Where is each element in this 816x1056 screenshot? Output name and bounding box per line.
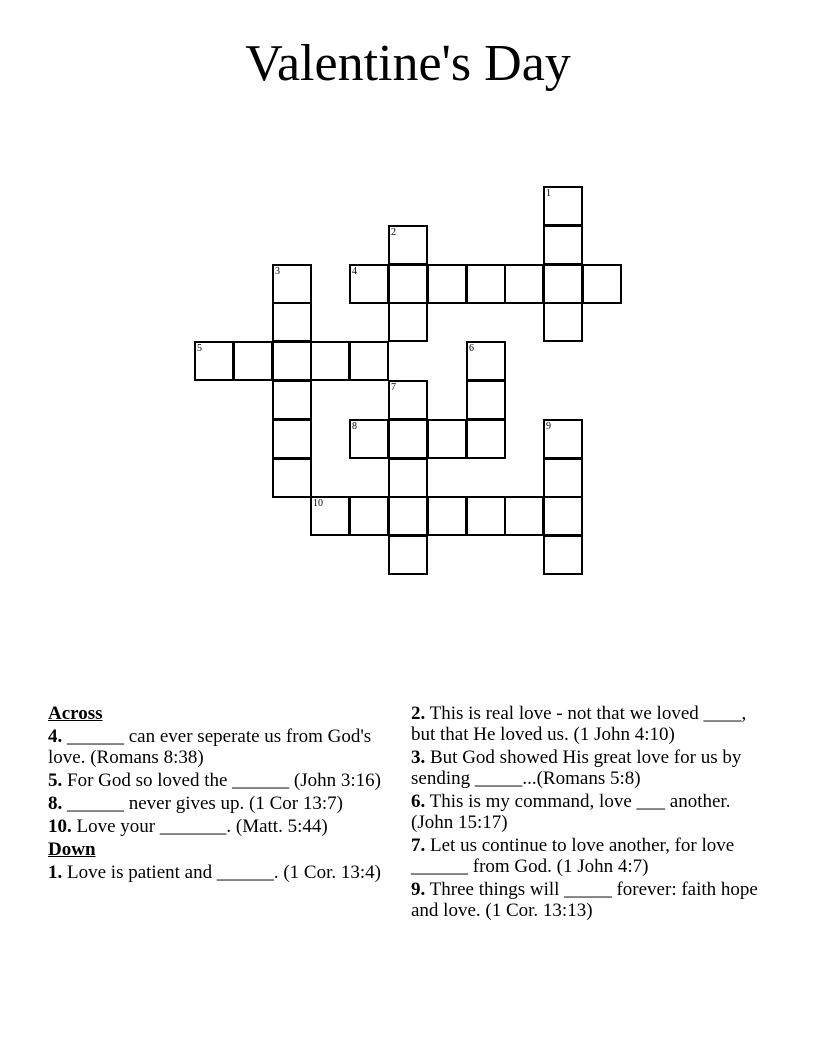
down-clue-list	[48, 862, 388, 883]
clue-number: 5	[197, 343, 202, 354]
grid-cell[interactable]	[388, 458, 428, 498]
grid-cell[interactable]	[349, 419, 389, 459]
clue-number: 3	[275, 266, 280, 277]
clue-num: 10.	[48, 816, 72, 837]
clue-text: Love is patient and ______. (1 Cor. 13:4)	[62, 862, 381, 883]
grid-cell[interactable]	[543, 458, 583, 498]
grid-cell[interactable]	[543, 225, 583, 265]
clue-item	[411, 879, 771, 921]
clue-item	[48, 793, 388, 814]
grid-cell[interactable]	[427, 419, 467, 459]
grid-cell[interactable]	[272, 341, 312, 381]
grid-cell[interactable]	[543, 419, 583, 459]
grid-cell[interactable]	[466, 419, 506, 459]
clue-item	[48, 862, 388, 883]
clue-num: 6.	[411, 791, 426, 812]
clue-number: 6	[469, 343, 474, 354]
grid-cell[interactable]	[504, 496, 544, 536]
clue-num: 7.	[411, 835, 426, 856]
clue-num: 8.	[48, 793, 63, 814]
grid-cell[interactable]	[543, 186, 583, 226]
grid-cell[interactable]	[272, 302, 312, 342]
clue-text: ______ can ever seperate us from God's love. (Romans 8:38)	[48, 726, 372, 768]
grid-cell[interactable]	[272, 419, 312, 459]
grid-cell[interactable]	[388, 419, 428, 459]
clue-number: 9	[546, 421, 551, 432]
down-clue-list-continued	[411, 703, 771, 921]
clue-number: 2	[391, 227, 396, 238]
grid-cell[interactable]	[543, 302, 583, 342]
grid-cell[interactable]	[582, 264, 622, 304]
grid-cell[interactable]	[466, 341, 506, 381]
grid-cell[interactable]	[272, 380, 312, 420]
clue-text: Love your _______. (Matt. 5:44)	[71, 816, 328, 837]
clue-item	[411, 791, 771, 833]
clue-text: ______ never gives up. (1 Cor 13:7)	[62, 793, 343, 814]
grid-cell[interactable]	[310, 341, 350, 381]
grid-cell[interactable]	[272, 264, 312, 304]
grid-cell[interactable]	[388, 225, 428, 265]
across-heading: Across	[48, 703, 103, 724]
grid-cell[interactable]	[388, 535, 428, 575]
clue-item	[48, 726, 388, 768]
clue-num: 5.	[48, 770, 63, 791]
clue-text: For God so loved the ______ (John 3:16)	[62, 770, 382, 791]
grid-cell[interactable]	[504, 264, 544, 304]
clue-text: But God showed His great love for us by sending _____...(Romans 5:8)	[411, 747, 742, 789]
clue-item	[411, 747, 771, 789]
grid-cell[interactable]	[233, 341, 273, 381]
clues-left-column	[48, 703, 388, 885]
clue-num: 3.	[411, 747, 426, 768]
clue-item	[48, 770, 388, 791]
clue-num: 4.	[48, 726, 63, 747]
grid-cell[interactable]	[388, 302, 428, 342]
grid-cell[interactable]	[466, 380, 506, 420]
clue-text: This is my command, love ___ another. (John 15:17)	[411, 791, 731, 833]
clue-text: This is real love - not that we loved ____, but that He loved us. (1 John 4:10)	[411, 703, 747, 745]
clue-item	[411, 703, 771, 745]
grid-cell[interactable]	[272, 458, 312, 498]
clue-text: Let us continue to love another, for love ______ from God. (1 John 4:7)	[411, 835, 735, 877]
across-clue-list	[48, 726, 388, 837]
grid-cell[interactable]	[466, 496, 506, 536]
grid-cell[interactable]	[543, 535, 583, 575]
grid-cell[interactable]	[388, 380, 428, 420]
grid-cell[interactable]	[388, 264, 428, 304]
down-heading: Down	[48, 839, 96, 860]
page-title: Valentine's Day	[245, 35, 571, 92]
clue-number: 4	[352, 266, 357, 277]
clue-num: 2.	[411, 703, 426, 724]
clue-number: 8	[352, 421, 357, 432]
grid-cell[interactable]	[543, 496, 583, 536]
clue-item	[48, 816, 388, 837]
clue-text: Three things will _____ forever: faith hope and love. (1 Cor. 13:13)	[411, 879, 758, 921]
grid-cell[interactable]	[349, 341, 389, 381]
clue-number: 10	[313, 498, 323, 509]
grid-cell[interactable]	[194, 341, 234, 381]
clue-num: 1.	[48, 862, 63, 883]
grid-cell[interactable]	[388, 496, 428, 536]
grid-cell[interactable]	[466, 264, 506, 304]
clue-num: 9.	[411, 879, 426, 900]
clue-number: 7	[391, 382, 396, 393]
grid-cell[interactable]	[349, 264, 389, 304]
clue-item	[411, 835, 771, 877]
grid-cell[interactable]	[427, 496, 467, 536]
grid-cell[interactable]	[349, 496, 389, 536]
clue-number: 1	[546, 188, 551, 199]
grid-cell[interactable]	[427, 264, 467, 304]
grid-cell[interactable]	[310, 496, 350, 536]
grid-cell[interactable]	[543, 264, 583, 304]
clues-right-column	[411, 703, 771, 923]
